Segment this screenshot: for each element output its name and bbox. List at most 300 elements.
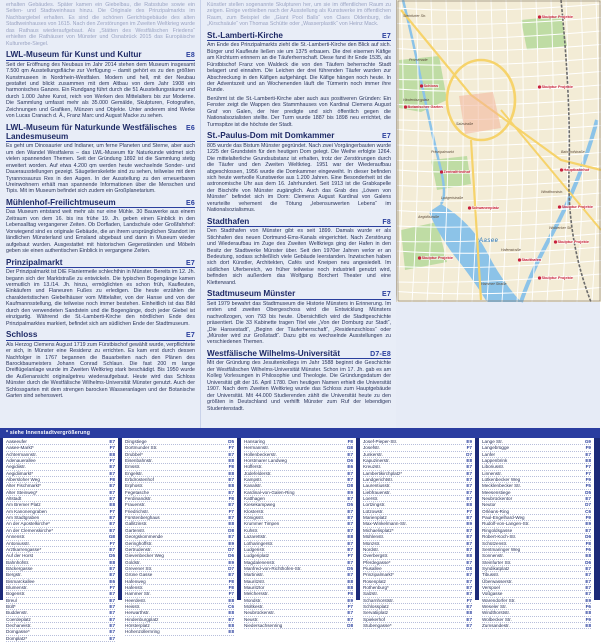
street-label: Wolbecker Str. bbox=[549, 226, 573, 230]
grid-reference: F7 bbox=[109, 584, 115, 590]
street-name: Fürstenberghaus bbox=[125, 515, 160, 521]
street-name: Münzstr. bbox=[363, 540, 381, 546]
street-name: Stubengasse* bbox=[363, 622, 392, 628]
street-name: Erphostr. bbox=[125, 483, 144, 489]
street-name: Salzstr. bbox=[363, 591, 379, 597]
grid-reference: F5 bbox=[585, 483, 591, 489]
street-name: Steinfurter Str. bbox=[482, 559, 512, 565]
grid-reference: E9 bbox=[466, 439, 472, 444]
street-name: Fegetasche bbox=[125, 489, 150, 495]
street-name: Bogenstr. bbox=[6, 591, 26, 597]
section-paragraph: Seit der Eröffnung des Neubaus im Jahr 2014 stehen dem Museum insgesamt 7.500 qm Ausstellungsfläche zur Verfügung – damit gehört es zu den größten Kunstmuseen in Nordrhein-Westfalen. Modern und hell, mit der Neubau gestaltet und blickt zusammen mit dem Altbau von dem Jahr 1908 ein harmonisches Ganzes. Ein Rundgang führt durch die 51 Ausstellungsräume und durch 1.000 Jahre Kunst, reich von Werken des Mittelalters bis zur Moderne. Die Sammlung umfasst mehr als 35.000 Gemälde, Skulpturen, Fotografien, Zeichnungen und Grafiken, Münzen und Objekte. Unter anderem sind Werke von Lucas Cranach d. Ä., Franz Marc und August Macke zu sehen. bbox=[6, 61, 195, 120]
street-label: Steinfurter Str. bbox=[403, 14, 427, 18]
street-label: Aegidiistraße bbox=[418, 215, 439, 219]
street-name: Altstadt bbox=[6, 496, 22, 502]
street-name: Lappenbrink bbox=[482, 458, 508, 464]
street-name: Loerstr. bbox=[363, 496, 379, 502]
grid-reference: E7 bbox=[109, 622, 115, 628]
street-name: Voßgasse bbox=[482, 591, 503, 597]
map-grid-reference[interactable]: E6 bbox=[186, 124, 195, 132]
grid-reference: E7 bbox=[347, 559, 353, 565]
index-column bbox=[241, 438, 356, 628]
street-name: Aasee-Markt* bbox=[6, 445, 34, 451]
section-divider bbox=[207, 40, 391, 41]
intro-text bbox=[207, 2, 391, 28]
grid-reference: E7 bbox=[109, 629, 115, 635]
street-name: Coerdeplatz bbox=[6, 616, 31, 622]
street-name: Prinzipalmarkt* bbox=[363, 572, 394, 578]
grid-reference: E8 bbox=[109, 559, 115, 565]
section-paragraph: Mit der Gründung des Jesuitenkollegs im Jahr 1588 beginnt die Geschichte der Westfälischen Wilhelms-Universität Münster. Schon im 17. Jh. gab es am Kolleg Vorlesungen in Philosophie und Theologie. Die Gründungsdatum der Universität gilt der 16. April 1780. Den heutigen Namen erhielt die Universität 1907. Nach dem Zweiten Weltkrieg wurde das Schloss zum Hauptgebäude der Universität. Mit 44.000 Studierenden zählt die Universität heute zu den größten in Deutschland und verhilft Münster zum Ruf der lebendigen Studentenstadt. bbox=[207, 360, 391, 412]
sight-section bbox=[6, 123, 195, 195]
street-name: Zumsandestr. bbox=[482, 622, 510, 628]
grid-reference: E9 bbox=[585, 521, 591, 527]
grid-reference: D8 bbox=[347, 622, 353, 628]
grid-reference: D6 bbox=[585, 534, 591, 540]
grid-reference: E7 bbox=[109, 546, 115, 552]
grid-reference: E8 bbox=[109, 451, 115, 457]
street-name: Josefstr. bbox=[363, 445, 381, 451]
street-name: Lange Str. bbox=[482, 439, 503, 444]
street-name: Krummer Timpen bbox=[244, 521, 280, 527]
street-name: Schützenstr. bbox=[482, 540, 508, 546]
section-title: St.-Lamberti-Kirche bbox=[207, 30, 283, 40]
sight-label[interactable]: Skulptur Projekte bbox=[541, 15, 573, 19]
grid-reference: D7 bbox=[228, 565, 234, 571]
grid-reference: F6 bbox=[585, 603, 591, 609]
intro-paragraph: erhalten Gebäudes. Später kamen ein Giebelbau, die Ratsstube sowie ein Seiten- und Stadtweinhaus hinzu. Die Originale des Prinzipalmarkts im Nachbargiebel erhalten. Es sind die schönen Gerichtsgebäude des alten Stadtweinhauses von 1615. Nach den Zerstörungen im Zweiten Weltkrieg wurde das Rathaus wiederaufgebaut. Als „Stätten des Westfälischen Friedens“ erhielten die Rathäuser von Münster und Osnabrück 2015 das Europäische Kulturerbe-Siegel. bbox=[6, 2, 195, 47]
grid-reference: E7 bbox=[347, 610, 353, 616]
index-column bbox=[479, 438, 594, 628]
index-entry[interactable] bbox=[125, 629, 234, 635]
index-entry[interactable] bbox=[363, 623, 472, 629]
grid-reference: E7 bbox=[109, 603, 115, 609]
grid-reference: D7 bbox=[466, 451, 472, 457]
street-name: Hermannstr. bbox=[244, 445, 270, 451]
section-header bbox=[6, 198, 195, 207]
grid-reference: E7 bbox=[347, 477, 353, 483]
grid-reference: E7 bbox=[466, 584, 472, 590]
street-name: Arztkarrengasse* bbox=[6, 546, 42, 552]
street-name: Magdalenenstr. bbox=[244, 559, 276, 565]
street-name: An der Clemenskirche* bbox=[6, 527, 53, 533]
grid-reference: E7 bbox=[109, 470, 115, 476]
street-name: Syndikatplatz bbox=[482, 565, 510, 571]
street-label: Ludgeristraße bbox=[441, 196, 464, 200]
street-name: Ludgeristr. bbox=[244, 546, 266, 552]
grid-reference: D8 bbox=[466, 565, 472, 571]
street-name: Kiesekampweg bbox=[244, 502, 276, 508]
grid-reference: E7 bbox=[347, 527, 353, 533]
sight-sections bbox=[207, 31, 391, 412]
sight-label[interactable]: Skulptur Projekte bbox=[541, 276, 573, 280]
sight-section bbox=[6, 258, 195, 328]
grid-reference: E7 bbox=[585, 572, 591, 578]
street-name: Mondstr. bbox=[244, 597, 262, 603]
intro-paragraph: Künstler stellen sogenannte Skulpturen her, um sie im öffentlichen Raum zu zeigen. Einige verbleiben nach der Ausstellung als Kunstwerke im öffentlichen Raum, zum Beispiel die „Giant Pool Balls“ von Claes Oldenburg, die „Kirschsäule“ von Thomas Schütte oder „Wasserplastik“ von Heinz Mack. bbox=[207, 2, 391, 28]
street-name: Kuhstr. bbox=[244, 527, 259, 533]
street-name: Windthorststr. bbox=[482, 610, 511, 616]
section-header bbox=[6, 50, 195, 59]
section-divider bbox=[6, 60, 195, 61]
section-divider bbox=[6, 141, 195, 142]
grid-reference: E6 bbox=[109, 578, 115, 584]
street-name: Engelstr. bbox=[125, 470, 143, 476]
street-name: Bergstr. bbox=[6, 572, 22, 578]
grid-reference: D8 bbox=[228, 527, 234, 533]
grid-reference: E7 bbox=[466, 578, 472, 584]
street-name: An der Apostelkirche* bbox=[6, 521, 50, 527]
street-name: Breul bbox=[6, 597, 17, 603]
sight-section bbox=[6, 198, 195, 255]
city-map[interactable] bbox=[396, 0, 600, 302]
street-name: Liboriusstr. bbox=[482, 464, 505, 470]
grid-reference: E7 bbox=[347, 451, 353, 457]
sight-label[interactable]: Schloss bbox=[423, 84, 439, 88]
street-name: Neutor bbox=[482, 502, 496, 508]
street-name: Ludgeriplatz bbox=[244, 553, 270, 559]
section-divider bbox=[207, 226, 391, 227]
section-header bbox=[207, 289, 391, 298]
street-name: Bült* bbox=[6, 603, 16, 609]
street-name: Manfred-von-Richthofen-Str. bbox=[244, 565, 302, 571]
street-name: Mecklenbecker Str. bbox=[482, 483, 522, 489]
street-name: Grevener Str. bbox=[125, 565, 153, 571]
index-entry[interactable] bbox=[6, 636, 115, 642]
grid-reference: E7 bbox=[466, 477, 472, 483]
grid-reference: F8 bbox=[347, 439, 353, 444]
grid-reference: F8 bbox=[228, 584, 234, 590]
sight-label[interactable]: Stadthafen bbox=[521, 258, 542, 262]
street-name: Melchersstr. bbox=[244, 591, 269, 597]
section-header bbox=[207, 31, 391, 40]
sight-label[interactable]: Hauptbahnhof bbox=[563, 168, 590, 172]
grid-reference: E7 bbox=[466, 527, 472, 533]
sight-section bbox=[6, 330, 195, 400]
index-entry[interactable] bbox=[244, 623, 353, 629]
street-name: Michaelisplatz* bbox=[363, 527, 394, 533]
grid-reference: E9 bbox=[466, 521, 472, 527]
map-grid-reference[interactable]: E7 bbox=[186, 332, 195, 340]
street-name: Sonnenstr. bbox=[482, 553, 504, 559]
section-title: Westfälische Wilhelms-Universität bbox=[207, 348, 341, 358]
map-grid-reference[interactable]: D7-E8 bbox=[370, 350, 391, 358]
grid-reference: D6 bbox=[347, 458, 353, 464]
grid-reference: E8 bbox=[466, 458, 472, 464]
street-name: Gallitzinstr. bbox=[125, 521, 148, 527]
grid-reference: E8 bbox=[347, 578, 353, 584]
grid-reference: G9 bbox=[584, 439, 591, 444]
street-name: Overbergstr. bbox=[363, 553, 389, 559]
street-name: Hindenburgplatz bbox=[125, 616, 159, 622]
grid-reference: F7 bbox=[109, 445, 115, 451]
street-name: Drubbel* bbox=[125, 451, 143, 457]
grid-reference: D5 bbox=[109, 553, 115, 559]
street-name: Adenauerallee bbox=[6, 458, 36, 464]
street-name: Bäckergasse bbox=[6, 565, 33, 571]
grid-reference: E7 bbox=[347, 496, 353, 502]
sight-label[interactable]: Skulptur Projekte bbox=[421, 256, 453, 260]
grid-reference: F9 bbox=[585, 445, 591, 451]
street-name: Ferdinandstr. bbox=[125, 496, 152, 502]
street-name: Servatiiplatz bbox=[363, 610, 389, 616]
grid-reference: D6 bbox=[228, 553, 234, 559]
street-name: Blumenstr. bbox=[6, 584, 28, 590]
grid-reference: E8 bbox=[585, 622, 591, 628]
grid-reference: E9 bbox=[347, 489, 353, 495]
grid-reference: E7 bbox=[228, 477, 234, 483]
grid-reference: E7 bbox=[466, 489, 472, 495]
street-name: Paul-Engelhard-Weg bbox=[482, 515, 525, 521]
street-name: Spiekerhof bbox=[363, 616, 385, 622]
grid-reference: E8 bbox=[466, 553, 472, 559]
text-column-middle bbox=[200, 0, 396, 428]
index-header bbox=[0, 428, 600, 438]
street-label: Windthorststr. bbox=[541, 190, 564, 194]
grid-reference: F7 bbox=[228, 445, 234, 451]
grid-reference: F7 bbox=[109, 540, 115, 546]
map-grid-reference[interactable]: E7 bbox=[382, 32, 391, 40]
map-grid-reference[interactable]: E6 bbox=[186, 199, 195, 207]
street-name: Laurentiusstr. bbox=[363, 483, 391, 489]
street-name: Junkerstr. bbox=[363, 451, 383, 457]
street-name: Warendorfer Str. bbox=[482, 597, 516, 603]
grid-reference: F7 bbox=[466, 597, 472, 603]
sight-sections bbox=[6, 50, 195, 400]
section-divider bbox=[207, 299, 391, 300]
grid-reference: E9 bbox=[228, 540, 234, 546]
street-name: Emsstr. bbox=[125, 464, 141, 470]
street-name: Orléans-Ring bbox=[482, 508, 510, 514]
street-name: Lützowstr. bbox=[363, 508, 384, 514]
street-name: Verspoel bbox=[482, 584, 500, 590]
street-name: Georgskommende bbox=[125, 534, 163, 540]
sight-section bbox=[6, 50, 195, 120]
grid-reference: F7 bbox=[109, 508, 115, 514]
street-name: Hafenweg bbox=[125, 578, 146, 584]
street-name: Neubrückenstr. bbox=[244, 610, 275, 616]
street-name: Mauritztor bbox=[244, 584, 265, 590]
street-name: Heerdestr. bbox=[125, 597, 147, 603]
map-grid-reference[interactable]: E8 bbox=[186, 52, 195, 60]
sight-label[interactable]: Zentralfriedhof bbox=[443, 170, 471, 174]
grid-reference: E7 bbox=[228, 515, 234, 521]
street-name: Gartenstr. bbox=[125, 527, 146, 533]
street-name: Auf der Horst bbox=[6, 553, 34, 559]
street-name: Rudolf-von-Langen-Str. bbox=[482, 521, 530, 527]
grid-reference: E7 bbox=[466, 622, 472, 628]
street-name: Lambertikirchplatz* bbox=[363, 470, 403, 476]
grid-reference: D6 bbox=[585, 559, 591, 565]
grid-reference: E8 bbox=[109, 502, 115, 508]
index-column bbox=[3, 438, 118, 641]
grid-reference: E7 bbox=[109, 597, 115, 603]
map-grid-reference[interactable]: E7 bbox=[186, 259, 195, 267]
street-name: Dingstiege bbox=[125, 439, 147, 444]
street-name: Neubrückentor bbox=[482, 496, 513, 502]
section-divider bbox=[6, 207, 195, 208]
street-name: Kanalstr. bbox=[244, 483, 262, 489]
sight-label[interactable]: Skulptur Projekte bbox=[561, 205, 593, 209]
grid-reference: E7 bbox=[109, 616, 115, 622]
section-divider bbox=[207, 358, 391, 359]
grid-reference: E8 bbox=[228, 521, 234, 527]
street-name: Rosenplatz bbox=[363, 578, 386, 584]
grid-reference: F8 bbox=[585, 540, 591, 546]
grid-reference: E7 bbox=[109, 591, 115, 597]
sight-label[interactable]: Skulptur Projekte bbox=[541, 85, 573, 89]
street-name: Heisstr. bbox=[125, 603, 141, 609]
street-name: Ringoldsgasse bbox=[482, 527, 513, 533]
grid-reference: D5 bbox=[347, 565, 353, 571]
map-grid-reference[interactable]: F8 bbox=[382, 218, 391, 226]
index-entry[interactable] bbox=[482, 623, 591, 629]
section-paragraph: Berühmt ist die St.-Lamberti-Kirche aber auch aus positiveren Gründen: Ein Fenster zeigt die Wappen des Stammhauses von Kardinal Clemens August Graf von Galen, der hier predigte und sich öffentlich gegen die Nationalsozialisten stellte. Der Turm wurde 1887 bis 1898 neu errichtet, die Turmspitze ist die höchste der Stadt. bbox=[207, 95, 391, 128]
map-grid-reference[interactable]: E7 bbox=[382, 291, 391, 299]
street-name: Robert-Koch-Str. bbox=[482, 534, 517, 540]
grid-reference: E7 bbox=[466, 515, 472, 521]
sight-label[interactable]: Botanischer Garten bbox=[407, 105, 443, 109]
section-header bbox=[6, 258, 195, 267]
street-name: Frauenstr. bbox=[125, 502, 146, 508]
section-paragraph: 805 wurde das Bistum Münster gegründet. Nach zwei Vorgängerbauten wurde 1225 der Grundstein für den heutigen Dom gelegt. Die Weihe erfolgte 1264. Die mittelalterliche Grundsubstanz ist erhalten, trotz der Zerstörungen durch die Täufer und den Zweiten Weltkrieg. 1951 war der Wiederaufbau abgeschlossen, 1956 wurde die Domkammer eingeweiht. In dieser befinden sich heute wertvolle Kunstwerke aus 1.200 Jahren. Eine Besonderheit ist die astronomische Uhr aus dem 16. Jahrhundert. Seit 1913 ist die Grabkapelle der Bischöfe von Münster zugänglich. Auch das Grab des „Löwen von Münster“ befindet sich im Dom: Clemens August Kardinal von Galens verurteilte vehement die Tötung „lebensunwerten Lebens“ im Nationalsozialismus. bbox=[207, 142, 391, 214]
street-name: Linnenstr. bbox=[482, 470, 502, 476]
grid-reference: E7 bbox=[228, 502, 234, 508]
grid-reference: E7 bbox=[109, 464, 115, 470]
grid-reference: E7 bbox=[585, 578, 591, 584]
section-title: Stadthafen bbox=[207, 216, 250, 226]
street-name: Domplatz* bbox=[6, 635, 28, 641]
street-name: Kapuzinerstr. bbox=[363, 458, 390, 464]
grid-reference: E7 bbox=[466, 591, 472, 597]
map-grid-reference[interactable]: E7 bbox=[382, 133, 391, 141]
section-divider bbox=[6, 340, 195, 341]
section-title: LWL-Museum für Naturkunde Westfälisches Landesmuseum bbox=[6, 122, 177, 141]
grid-reference: D8 bbox=[347, 483, 353, 489]
grid-reference: E8 bbox=[228, 629, 234, 635]
street-name: Gertrudenstr. bbox=[125, 546, 152, 552]
street-name: Meesenstiege bbox=[482, 489, 511, 495]
grid-reference: E7 bbox=[347, 508, 353, 514]
grid-reference: F7 bbox=[466, 445, 472, 451]
street-name: Hollenbeckerstr. bbox=[244, 451, 277, 457]
grid-reference: E7 bbox=[109, 515, 115, 521]
street-name: Moltkestr. bbox=[244, 603, 264, 609]
grid-reference: E7 bbox=[466, 496, 472, 502]
grid-reference: F8 bbox=[228, 578, 234, 584]
street-name: Goldstr. bbox=[125, 559, 141, 565]
section-header bbox=[207, 349, 391, 358]
street-name: Nordstr. bbox=[363, 546, 380, 552]
index-column bbox=[122, 438, 237, 635]
street-name: Hammer Str. bbox=[125, 591, 151, 597]
grid-reference: E7 bbox=[466, 464, 472, 470]
grid-reference: E7 bbox=[228, 489, 234, 495]
grid-reference: E8 bbox=[466, 502, 472, 508]
grid-reference: E7 bbox=[109, 496, 115, 502]
street-name: Hafenstr. bbox=[125, 584, 144, 590]
grid-reference: F6 bbox=[585, 546, 591, 552]
street-name: Buddenstr. bbox=[6, 610, 28, 616]
sight-label[interactable]: Skulptur Projekte bbox=[557, 240, 589, 244]
grid-reference: D5 bbox=[347, 502, 353, 508]
grid-reference: E7 bbox=[347, 470, 353, 476]
street-name: Aegidiistr. bbox=[6, 464, 26, 470]
street-name: Geringhoffstr. bbox=[125, 540, 153, 546]
grid-reference: E7 bbox=[228, 451, 234, 457]
street-name: Hansaring bbox=[244, 439, 265, 444]
street-name: Schlossplatz bbox=[363, 603, 389, 609]
street-name: Lütkenbecker Weg bbox=[482, 477, 521, 483]
street-name: Marienplatz bbox=[363, 515, 387, 521]
street-name: Am Stadtgraben bbox=[6, 515, 40, 521]
section-title: St.-Paulus-Dom mit Domkammer bbox=[207, 131, 335, 141]
grid-reference: E8 bbox=[228, 622, 234, 628]
grid-reference: D7 bbox=[228, 546, 234, 552]
street-name: Mauritzstr. bbox=[244, 578, 266, 584]
section-title: LWL-Museum für Kunst und Kultur bbox=[6, 50, 142, 60]
grid-reference: F8 bbox=[228, 464, 234, 470]
grid-reference: E8 bbox=[228, 483, 234, 489]
section-divider bbox=[6, 267, 195, 268]
grid-reference: D5 bbox=[585, 489, 591, 495]
grid-reference: E8 bbox=[228, 610, 234, 616]
grid-reference: G8 bbox=[108, 534, 115, 540]
grid-reference: E7 bbox=[109, 610, 115, 616]
street-name: Alter Fischmarkt* bbox=[6, 483, 41, 489]
street-label: Bahnhofstraße bbox=[561, 150, 585, 154]
grid-reference: F7 bbox=[228, 591, 234, 597]
street-name: Achtermannstr. bbox=[6, 451, 37, 457]
grid-reference: E7 bbox=[585, 527, 591, 533]
grid-reference: E7 bbox=[585, 451, 591, 457]
sight-label[interactable]: Schwanenplatz bbox=[471, 206, 499, 210]
street-label: Hafenstraße bbox=[501, 248, 521, 252]
grid-reference: F7 bbox=[466, 508, 472, 514]
grid-reference: E7 bbox=[228, 616, 234, 622]
grid-reference: E7 bbox=[109, 521, 115, 527]
section-paragraph: Das Museum entstand weit mehr als nur eine Mühle. 30 Bauwerke aus einem Zeitraum von dem 16. bis ins frühe 19. Jh. geben einen Einblick in den Lebensalltag vergangener Zeiten. Ob Dorfladen, Landschule oder Großfahrhof: Vorwiegend sind es originale Gebäude, die an ihrem ursprünglichen Standort im ländlichen Münsterland und Emsland abgebaut und dann in Museum wieder aufgebaut wurden. Ausgestattet mit historischen Gegenständen und Möbeln geben sie einen authentischen Einblick in vergangene Zeiten. bbox=[6, 209, 195, 255]
street-name: Niedersachsenring bbox=[244, 622, 283, 628]
street-name: Piusallee bbox=[363, 565, 382, 571]
street-name: Bahnhofstr. bbox=[6, 559, 30, 565]
street-name: Am Kanonengraben bbox=[6, 508, 47, 514]
grid-reference: E8 bbox=[347, 534, 353, 540]
street-name: Dechaneistr. bbox=[6, 622, 32, 628]
section-divider bbox=[207, 141, 391, 142]
street-name: Tibusstr. bbox=[482, 572, 500, 578]
grid-reference: F7 bbox=[347, 553, 353, 559]
street-name: Domgasse* bbox=[6, 629, 30, 635]
grid-reference: E7 bbox=[466, 470, 472, 476]
grid-reference: E7 bbox=[109, 527, 115, 533]
street-name: Kardinal-von-Galen-Ring bbox=[244, 489, 295, 495]
grid-reference: D7 bbox=[585, 502, 591, 508]
grid-reference: E7 bbox=[466, 603, 472, 609]
street-name: Überwasserstr. bbox=[482, 578, 513, 584]
street-name: Alter Steinweg* bbox=[6, 489, 38, 495]
grid-reference: E8 bbox=[347, 584, 353, 590]
street-label: Hammer Straße bbox=[481, 282, 507, 286]
street-name: Scharnhorststr. bbox=[363, 597, 394, 603]
street-name: Lanfer bbox=[482, 451, 496, 457]
street-name: Annenstr. bbox=[6, 534, 26, 540]
grid-reference: E7 bbox=[228, 534, 234, 540]
grid-reference: F7 bbox=[109, 458, 115, 464]
grid-reference: D5 bbox=[228, 439, 234, 444]
street-name: Katthagen bbox=[244, 496, 265, 502]
grid-reference: E7 bbox=[109, 483, 115, 489]
